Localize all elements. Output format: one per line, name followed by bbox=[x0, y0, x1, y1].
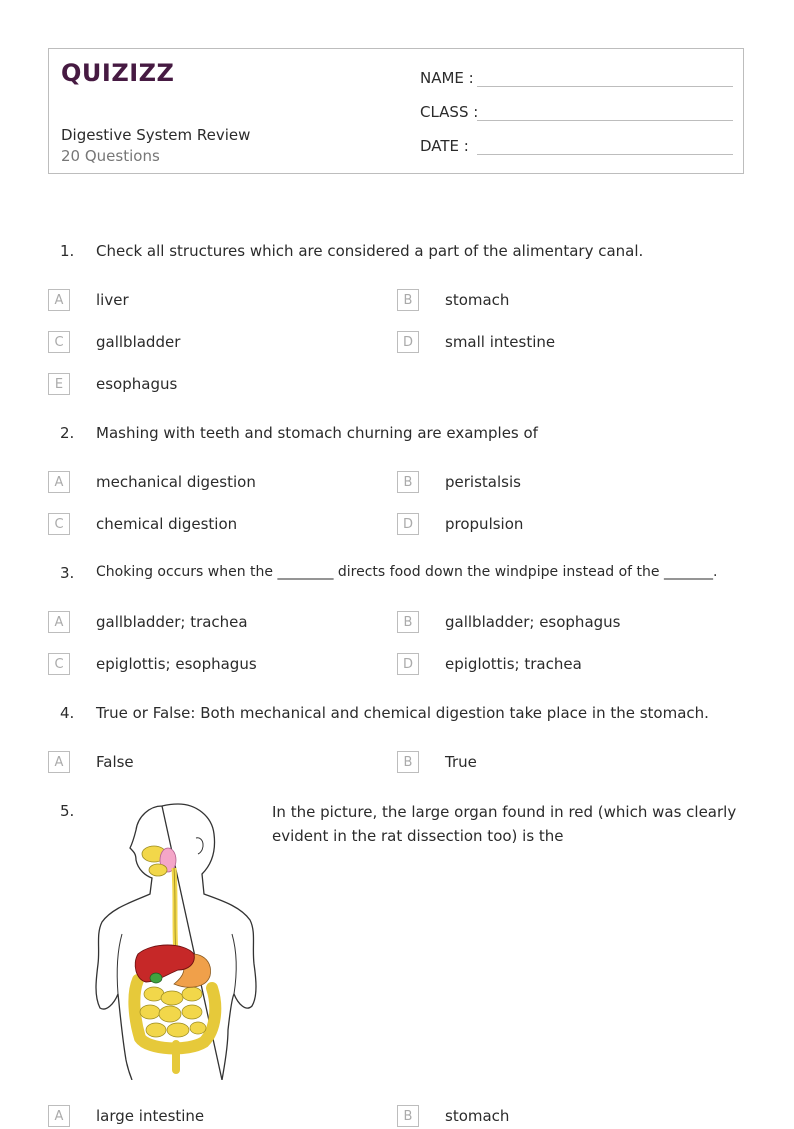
class-line bbox=[477, 120, 733, 121]
option-text: stomach bbox=[445, 1107, 510, 1125]
class-field[interactable] bbox=[420, 103, 478, 121]
option-text: small intestine bbox=[445, 333, 556, 351]
option-letter-box[interactable]: B bbox=[397, 1105, 419, 1127]
option-text: chemical digestion bbox=[96, 515, 238, 533]
date-field[interactable] bbox=[420, 137, 469, 155]
question-text: Choking occurs when the ________ directs food down the windpipe instead of the _______. bbox=[96, 564, 718, 580]
option-text: epiglottis; esophagus bbox=[96, 655, 257, 673]
option-letter-box[interactable]: E bbox=[48, 373, 70, 395]
name-label: NAME : bbox=[420, 69, 474, 87]
option-text: gallbladder; esophagus bbox=[445, 613, 621, 631]
worksheet-header bbox=[48, 48, 744, 174]
date-label: DATE : bbox=[420, 137, 469, 155]
option-text: liver bbox=[96, 291, 129, 309]
option-letter-box[interactable]: A bbox=[48, 471, 70, 493]
option-text: False bbox=[96, 753, 134, 771]
option-letter-box[interactable]: A bbox=[48, 611, 70, 633]
option-letter-box[interactable]: C bbox=[48, 513, 70, 535]
question-number: 5. bbox=[60, 802, 75, 820]
option-text: propulsion bbox=[445, 515, 524, 533]
option-text: True bbox=[445, 753, 477, 771]
worksheet-title: Digestive System Review bbox=[61, 126, 251, 144]
option-letter-box[interactable]: C bbox=[48, 331, 70, 353]
option-text: large intestine bbox=[96, 1107, 205, 1125]
name-line bbox=[477, 86, 733, 87]
question-number: 1. bbox=[60, 242, 75, 260]
question-text: True or False: Both mechanical and chemical digestion take place in the stomach. bbox=[96, 704, 709, 722]
option-text: gallbladder; trachea bbox=[96, 613, 248, 631]
option-letter-box[interactable]: C bbox=[48, 653, 70, 675]
option-text: esophagus bbox=[96, 375, 178, 393]
option-letter-box[interactable]: D bbox=[397, 331, 419, 353]
question-number: 2. bbox=[60, 424, 75, 442]
option-letter-box[interactable]: A bbox=[48, 289, 70, 311]
name-field[interactable] bbox=[420, 69, 474, 87]
option-text: gallbladder bbox=[96, 333, 181, 351]
option-text: stomach bbox=[445, 291, 510, 309]
option-letter-box[interactable]: A bbox=[48, 751, 70, 773]
option-text: mechanical digestion bbox=[96, 473, 256, 491]
question-text: Mashing with teeth and stomach churning are examples of bbox=[96, 424, 538, 442]
digestive-system-figure bbox=[92, 798, 260, 1080]
option-letter-box[interactable]: B bbox=[397, 751, 419, 773]
option-letter-box[interactable]: B bbox=[397, 471, 419, 493]
option-letter-box[interactable]: B bbox=[397, 611, 419, 633]
option-letter-box[interactable]: D bbox=[397, 513, 419, 535]
question-text: In the picture, the large organ found in red (which was clearly evident in the rat dissection too) is the bbox=[272, 803, 737, 845]
question-number: 4. bbox=[60, 704, 75, 722]
option-letter-box[interactable]: B bbox=[397, 289, 419, 311]
question-count: 20 Questions bbox=[61, 147, 160, 165]
option-text: peristalsis bbox=[445, 473, 521, 491]
class-label: CLASS : bbox=[420, 103, 479, 121]
option-letter-box[interactable]: D bbox=[397, 653, 419, 675]
option-letter-box[interactable]: A bbox=[48, 1105, 70, 1127]
option-text: epiglottis; trachea bbox=[445, 655, 582, 673]
quizizz-logo: QUIZIZZ bbox=[61, 59, 175, 87]
question-text: Check all structures which are considered a part of the alimentary canal. bbox=[96, 242, 644, 260]
question-number: 3. bbox=[60, 564, 75, 582]
date-line bbox=[477, 154, 733, 155]
